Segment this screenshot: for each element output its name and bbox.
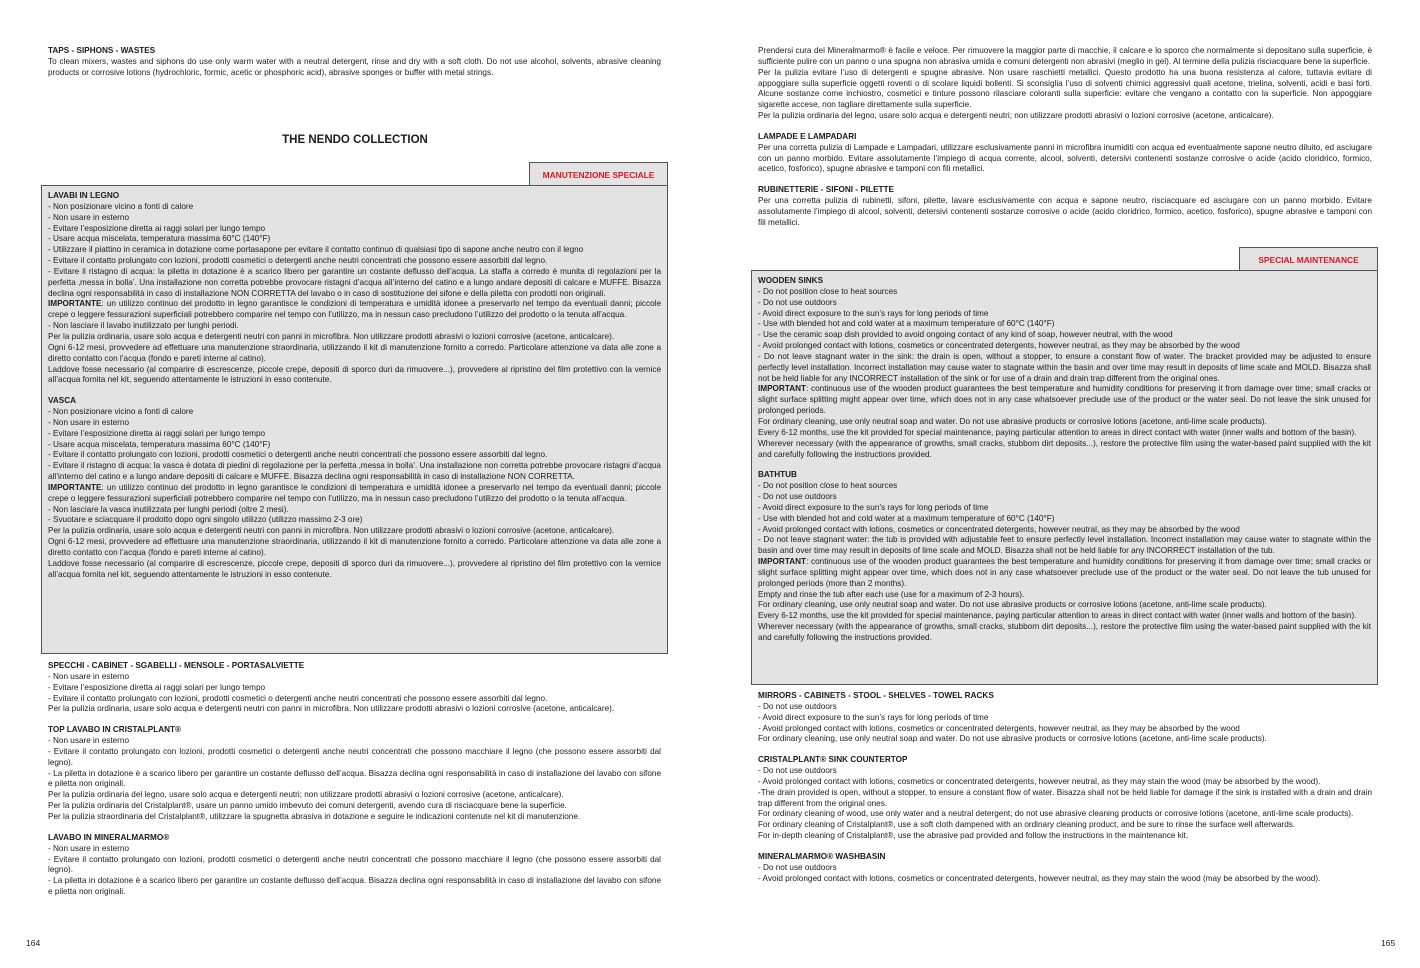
important-note xyxy=(758,384,1371,417)
list-item: - Non lasciare il lavabo inutilizzato per lunghi periodi. xyxy=(48,321,239,331)
paragraph: Per la pulizia ordinaria, usare solo acqua e detergenti neutri con panni in microfibra. Non utilizzare prodotti abrasivi o lozioni corrosive (acetone, anticalcare). xyxy=(48,331,615,341)
paragraph: Per la pulizia ordinaria del Cristalplant®, usare un panno umido imbevuto dei comuni detergenti, avendo cura di risciacquare bene la superficie. xyxy=(48,801,567,811)
list-item: - Evitare il contatto prolungato con lozioni, prodotti cosmetici o detergenti anche neutri concentrati che possono macchiare il legno (che possono essere assorbiti dal legno). xyxy=(48,854,661,875)
list-item: - Non usare in esterno xyxy=(48,417,130,427)
list-item: - Evitare il contatto prolungato con lozioni, prodotti cosmetici o detergenti anche neutri concentrati che possono essere assorbiti dal legno. xyxy=(48,256,548,266)
list-item: - Non usare in esterno xyxy=(48,843,130,853)
paragraph: For ordinary cleaning of Cristalplant®, use a soft cloth dampened with an ordinary cleaning product, and be sure to rinse the surface well afterwards. xyxy=(758,820,1296,830)
section-title: LAVABI IN LEGNO xyxy=(48,191,120,200)
important-label: IMPORTANTE xyxy=(48,299,102,309)
paragraph: Per la pulizia ordinaria del legno, usare solo acqua e detergenti neutri; non utilizzare prodotti abrasivi o lozioni corrosive (acetone, anticalcare). xyxy=(758,111,1274,121)
list-item: - Use with blended hot and cold water at a maximum temperature of 60°C (140°F) xyxy=(758,319,1055,329)
paragraph: Ogni 6-12 mesi, provvedere ad effettuare una manutenzione straordinaria, utilizzando il kit di manutenzione fornito a corredo. Particolare attenzione va data alle zone a diretto contatto con l’acqua (fondo e pareti interne al catino). xyxy=(48,537,661,557)
paragraph: For ordinary cleaning, use only neutral soap and water. Do not use abrasive products or corrosive lotions (acetone, anti-lime scale products). xyxy=(758,600,1267,610)
list-item: - Do not leave stagnant water: the tub is provided with adjustable feet to ensure perfectly level installation. Incorrect installation may cause water to stagnate within the basin and over time may result in deposits of lime scale and MOLD. Bisazza shall not be held liable for any INCORRECT installation of the tub. xyxy=(758,535,1371,556)
list-item: - Non usare in esterno xyxy=(48,212,130,222)
paragraph: To clean mixers, wastes and siphons do use only warm water with a neutral detergent, rinse and dry with a soft cloth. Do not use alcohol, solvents, abrasive cleaning products or corrosive lotions (hydrochloric, formic, acetic or phosphoric acid), abrasive sponges or buffer with metal strings. xyxy=(48,56,661,77)
important-text: : continuous use of the wooden product guarantees the best temperature and humidity conditions for preserving it from damage over time; small cracks or slight surface splitting might appear over time, which does not in any case whatsoever preclude use of the product or the water seal. Do not leave the tub unused for prolonged periods (more than 2 months). xyxy=(758,557,1371,588)
right-lower-sections xyxy=(758,691,1372,885)
paragraph: Wherever necessary (with the appearance of growths, small cracks, stubborn dirt deposits...), restore the protective film using the water-based paint supplied with the kit and carefully following the instructions provided. xyxy=(758,622,1371,642)
paragraph: Per la pulizia ordinaria, usare solo acqua e detergenti neutri con panni in microfibra. Non utilizzare prodotti abrasivi o lozioni corrosive (acetone, anticalcare). xyxy=(48,526,615,536)
important-text: : un utilizzo continuo del prodotto in legno garantisce le condizioni di temperatura e umidità idonee a preservarlo nel tempo da eventuali danni; piccole crepe o leggere fessurazioni superficiali potrebbero comparire nel tempo con l’utilizzo, ma in nessun caso precludono l’utilizzo del prodotto o la tenuta all’acqua. xyxy=(48,482,661,503)
section-title: LAVABO IN MINERALMARMO® xyxy=(48,832,170,842)
section-title: TOP LAVABO IN CRISTALPLANT® xyxy=(48,725,182,735)
section-title: CRISTALPLANT® SINK COUNTERTOP xyxy=(758,755,908,765)
right-upper-sections xyxy=(758,46,1372,229)
list-item: - Use with blended hot and cold water at a maximum temperature of 60°C (140°F) xyxy=(758,513,1055,523)
collection-title: THE NENDO COLLECTION xyxy=(282,134,428,146)
list-item: - Usare acqua miscelata, temperatura massima 60°C (140°F) xyxy=(48,439,271,449)
list-item: - Do not position close to heat sources xyxy=(758,286,898,296)
list-item: - Use the ceramic soap dish provided to avoid ongoing contact of any kind of soap, however neutral, with the wood xyxy=(758,330,1173,340)
section-title: RUBINETTERIE - SIFONI - PILETTE xyxy=(758,185,895,195)
list-item: - Svuotare e sciacquare il prodotto dopo ogni singolo utilizzo (utilizzo massimo 2-3 ore) xyxy=(48,515,363,525)
paragraph: For in-depth cleaning of Cristalplant®, use the abrasive pad provided and follow the instructions in the maintenance kit. xyxy=(758,831,1189,841)
paragraph: Wherever necessary (with the appearance of growths, small cracks, stubborn dirt deposits...), restore the protective film using the water-based paint supplied with the kit and carefully following the instructions provided. xyxy=(758,438,1371,459)
paragraph: Prendersi cura del Mineralmarmo® è facile e veloce. Per rimuovere la maggior parte di macchie, il calcare e lo sporco che normalmente si depositano sulla superficie, è sufficiente pulire con un panno o una spugna non abrasiva umida e comuni detergenti non abrasivi (meglio in gel). Al termine della pulizia risciacquare bene la superficie. xyxy=(758,46,1372,66)
list-item: - Non lasciare la vasca inutilizzata per lunghi periodi (oltre 2 mesi). xyxy=(48,504,289,514)
list-item: - Do not leave stagnant water in the sink: the drain is open, without a stopper, to ensure a constant flow of water. The bracket provided may be adjusted to ensure perfectly level installation. Incorrect installation may cause water to stagnate within the basin and over time may result in deposits of lime scale and MOLD. Bisazza shall not be held liable for any INCORRECT installation of the sink or for use of a drain and drain trap different from the original ones. xyxy=(758,351,1371,383)
section-title: TAPS - SIPHONS - WASTES xyxy=(48,46,156,55)
list-item: - Evitare l’esposizione diretta ai raggi solari per lungo tempo xyxy=(48,428,266,438)
list-item: - Avoid prolonged contact with lotions, cosmetics or concentrated detergents, however neutral, as they may be absorbed by the wood xyxy=(758,341,1240,351)
important-note xyxy=(48,299,661,321)
special-maintenance-box-en xyxy=(751,270,1378,685)
list-item: - Do not use outdoors xyxy=(758,862,837,872)
list-item: - La piletta in dotazione è a scarico libero per garantire un costante deflusso dell’acqua. Bisazza declina ogni responsabilità in caso di installazione del lavabo con sifone e piletta non originali. xyxy=(48,768,661,789)
taps-section xyxy=(48,46,661,79)
list-item: - Evitare il contatto prolungato con lozioni, prodotti cosmetici o detergenti anche neutri concentrati che possono essere assorbiti dal legno. xyxy=(48,450,548,460)
important-note xyxy=(758,557,1371,590)
important-label: IMPORTANTE xyxy=(48,482,102,492)
list-item: - Avoid direct exposure to the sun’s rays for long periods of time xyxy=(758,502,989,512)
section-title: WOODEN SINKS xyxy=(758,276,824,285)
paragraph: Per la pulizia ordinaria, usare solo acqua e detergenti neutri con panni in microfibra. Non utilizzare prodotti abrasivi o lozioni corrosive (acetone, anticalcare). xyxy=(48,704,615,714)
list-item: - Do not position close to heat sources xyxy=(758,481,898,491)
paragraph: Per una corretta pulizia di rubinetti, sifoni, pilette, lavare esclusivamente con acqua e sapone neutro, risciacquare ed asciugare con un panno morbido. Evitare assolutamente l’impiego di alcool, solventi, detersivi contenenti sostanze corrosive o acide (acido cloridrico, formico, acetico, fosforico), spugne abrasive e tamponi con fili metallici. xyxy=(758,196,1372,227)
list-item: - Avoid direct exposure to the sun’s rays for long periods of time xyxy=(758,712,989,722)
section-title: MIRRORS - CABINETS - STOOL - SHELVES - TOWEL RACKS xyxy=(758,691,994,700)
important-label: IMPORTANT xyxy=(758,384,807,394)
list-item: - Utilizzare il piattino in ceramica in dotazione come portasapone per evitare il contatto continuo di qualsiasi tipo di sapone anche neutro con il legno xyxy=(48,245,584,255)
paragraph: Every 6-12 months, use the kit provided for special maintenance, paying particular attention to areas in direct contact with water (inner walls and bottom of the basin). xyxy=(758,611,1357,621)
list-item: - Avoid direct exposure to the sun’s rays for long periods of time xyxy=(758,308,989,318)
list-item: - Usare acqua miscelata, temperatura massima 60°C (140°F) xyxy=(48,234,271,244)
paragraph: Per la pulizia straordinaria del Cristalplant®, utilizzare la spugnetta abrasiva in dotazione e seguire le indicazioni contenute nel kit di manutenzione. xyxy=(48,811,581,821)
paragraph: Every 6-12 months, use the kit provided for special maintenance, paying particular attention to areas in direct contact with water (inner walls and bottom of the basin). xyxy=(758,427,1357,437)
list-item: - Evitare il contatto prolungato con lozioni, prodotti cosmetici o detergenti anche neutri concentrati che possono essere assorbiti dal legno. xyxy=(48,693,548,703)
list-item: - La piletta in dotazione è a scarico libero per garantire un costante deflusso dell’acqua. Bisazza declina ogni responsabilità in caso di installazione del lavabo con sifone e piletta non originali. xyxy=(48,876,661,897)
list-item: - Non usare in esterno xyxy=(48,671,130,681)
list-item: - Avoid prolonged contact with lotions, cosmetics or concentrated detergents, however neutral, as they may stain the wood (may be absorbed by the wood). xyxy=(758,776,1321,786)
paragraph: For ordinary cleaning of wood, use only water and a neutral detergent; do not use abrasive cleaning products or corrosive lotions (acetone, anti-lime scale products). xyxy=(758,809,1354,819)
list-item: - Avoid prolonged contact with lotions, cosmetics or concentrated detergents, however neutral, as they may be absorbed by the wood xyxy=(758,524,1240,534)
page-number-left: 164 xyxy=(26,938,41,948)
list-item: - Evitare il ristagno di acqua: la piletta in dotazione è a scarico libero per garantire un costante deflusso dell’acqua. La staffa a corredo è munita di regolazioni per la perfetta ‚messa in bolla’. Una installazione non corretta potrebbe provocare ristagni d’acqua all’interno del catino e a lungo andare depositi di calcare e MUFFE. Bisazza declina ogni responsabilità in caso di installazione NON CORRETTA del lavabo o in caso di sostituzione del sifone e della piletta con prodotti non originali. xyxy=(48,266,661,298)
list-item: - Avoid prolonged contact with lotions, cosmetics or concentrated detergents, however neutral, as they may be absorbed by the wood xyxy=(758,723,1240,733)
section-title: MINERALMARMO® WASHBASIN xyxy=(758,851,886,861)
paragraph: Per una corretta pulizia di Lampade e Lampadari, utilizzare esclusivamente panni in microfibra inumiditi con acqua ed eventualmente sapone neutro diluito, ed asciugare con un panno morbido. Evitare assolutamente l’impiego di acqua corrente, alcool, solventi, detersivi contenenti sostanze corrosive o acide (acido cloridrico, formico, acetico, fosforico), spugne abrasive e tamponi con fili metallici. xyxy=(758,142,1372,174)
paragraph: Empty and rinse the tub after each use (use for a maximum of 2-3 hours). xyxy=(758,589,1025,599)
paragraph: For ordinary cleaning, use only neutral soap and water. Do not use abrasive products or corrosive lotions (acetone, anti-lime scale products). xyxy=(758,416,1267,426)
list-item: - Non usare in esterno xyxy=(48,736,130,746)
paragraph: For ordinary cleaning, use only neutral soap and water. Do not use abrasive products or corrosive lotions (acetone, anti-lime scale products). xyxy=(758,734,1267,744)
special-maintenance-box-it xyxy=(41,185,668,654)
paragraph: Per la pulizia ordinaria del legno, usare solo acqua e detergenti neutri; non utilizzare prodotti abrasivi o lozioni corrosive (acetone, anticalcare). xyxy=(48,790,564,800)
list-item: - Non posizionare vicino a fonti di calore xyxy=(48,407,194,417)
important-text: : continuous use of the wooden product guarantees the best temperature and humidity conditions for preserving it from damage over time; small cracks or slight surface splitting might appear over time, which does not in any case whatsoever preclude use of the product or the water seal. Do not leave the sink unused for prolonged periods. xyxy=(758,384,1371,416)
section-title: BATHTUB xyxy=(758,470,797,480)
list-item: - Evitare il ristagno di acqua: la vasca è dotata di piedini di regolazione per la perfetta ‚messa in bolla’. Una installazione non corretta potrebbe provocare ristagni d’acqua all’interno del catino e a lungo andare depositi di calcare e MUFFE. Bisazza declina ogni responsabilità in caso di installazione NON CORRETTA. xyxy=(48,461,661,482)
list-item: -The drain provided is open, without a stopper, to ensure a constant flow of water. Bisazza shall not be held liable for damage if the sink is installed with a drain and drain trap different from the original ones. xyxy=(758,787,1372,808)
paragraph: Laddove fosse necessario (al comparire di escrescenze, piccole crepe, depositi di sporco duri da rimuovere...), provvedere al ripristino del film protettivo con la vernice all’acqua fornita nel kit, seguendo attentamente le istruzioni in esso contenute. xyxy=(48,364,661,385)
paragraph: Laddove fosse necessario (al comparire di escrescenze, piccole crepe, depositi di sporco duri da rimuovere...), provvedere al ripristino del film protettivo con la vernice all’acqua fornita nel kit, seguendo attentamente le istruzioni in esso contenute. xyxy=(48,558,661,579)
important-text: : un utilizzo continuo del prodotto in legno garantisce le condizioni di temperatura e umidità idonee a preservarlo nel tempo da eventuali danni; piccole crepe o leggere fessurazioni superficiali potrebbero comparire nel tempo con l’utilizzo, ma in nessun caso precludono l’utilizzo del prodotto o la tenuta all’acqua. xyxy=(48,299,661,320)
list-item: - Non posizionare vicino a fonti di calore xyxy=(48,201,194,211)
section-title: SPECCHI - CABINET - SGABELLI - MENSOLE - PORTASALVIETTE xyxy=(48,661,305,670)
list-item: - Evitare l’esposizione diretta ai raggi solari per lungo tempo xyxy=(48,682,266,692)
list-item: - Do not use outdoors xyxy=(758,492,837,502)
paragraph: Ogni 6-12 mesi, provvedere ad effettuare una manutenzione straordinaria, utilizzando il kit di manutenzione fornito a corredo. Particolare attenzione va data alle zone a diretto contatto con l’acqua (fondo e pareti interne al catino). xyxy=(48,342,661,363)
list-item: - Evitare l’esposizione diretta ai raggi solari per lungo tempo xyxy=(48,223,266,233)
list-item: - Do not use outdoors xyxy=(758,297,837,307)
important-note xyxy=(48,483,661,505)
list-item: - Do not use outdoors xyxy=(758,766,837,776)
section-title: VASCA xyxy=(48,396,77,406)
section-title: LAMPADE E LAMPADARI xyxy=(758,131,857,141)
special-maintenance-tab-en: SPECIAL MAINTENANCE xyxy=(1239,247,1378,272)
paragraph: Per la pulizia evitare l’uso di detergenti e spugne abrasive. Non usare raschietti metallici. Questo prodotto ha una buona resistenza al calore, tuttavia evitare di appoggiare sulla superficie oggetti roventi o di scolare liquidi bollenti. Si sconsiglia l’uso di solventi chimici aggressivi quali acetone, trielina, solventi, acidi e basi forti. Alcune sostanze come inchiostro, cosmetici e tinture possono rilasciare coloranti sulla superficie: evitare che vengano a contatto con la superficie. Non appoggiare sigarette accese, non tagliare direttamente sulla superficie. xyxy=(758,67,1372,110)
special-maintenance-tab: MANUTENZIONE SPECIALE xyxy=(529,162,668,187)
list-item: - Do not use outdoors xyxy=(758,701,837,711)
important-label: IMPORTANT xyxy=(758,557,807,567)
page-number-right: 165 xyxy=(1381,938,1396,948)
left-lower-sections xyxy=(48,661,661,898)
list-item: - Avoid prolonged contact with lotions, cosmetics or concentrated detergents, however neutral, as they may stain the wood (may be absorbed by the wood). xyxy=(758,873,1321,883)
list-item: - Evitare il contatto prolungato con lozioni, prodotti cosmetici o detergenti anche neutri concentrati che possono macchiare il legno (che possono essere assorbiti dal legno). xyxy=(48,746,661,767)
